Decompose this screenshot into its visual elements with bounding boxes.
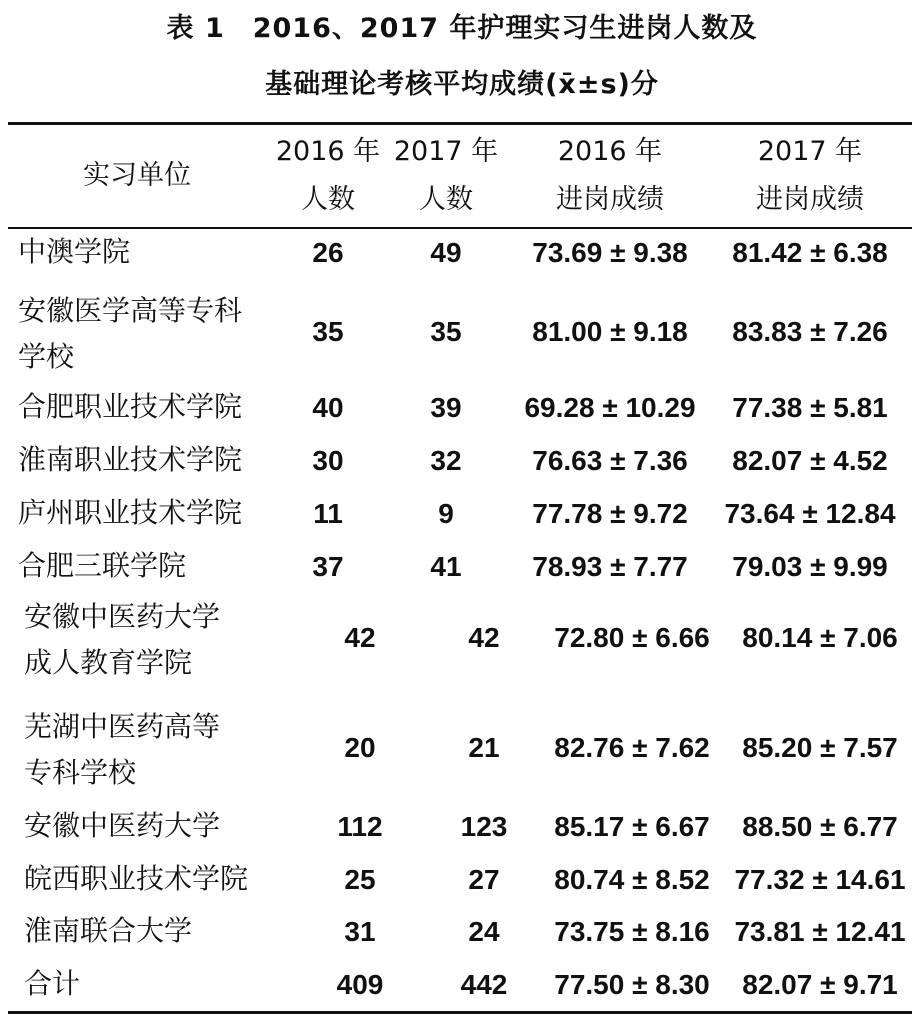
header-2016-count: 2016 年 人数 [275,136,381,215]
count-2016-cell: 26 [312,237,344,268]
unit-name-cell: 淮南联合大学 [24,914,193,947]
count-2017-cell: 21 [468,732,500,763]
count-2016-cell: 40 [312,392,344,423]
unit-name-cell: 安徽中医药大学 成人教育学院 [24,600,221,679]
unit-name-cell: 合计 [24,967,81,1000]
score-2016-cell: 73.69 ± 9.38 [532,237,688,268]
table-title-line-1: 表 1 2016、2017 年护理实习生进岗人数及 [166,13,758,44]
top-rule [8,122,912,125]
score-2016-cell: 76.63 ± 7.36 [532,445,688,476]
score-2016-cell: 77.50 ± 8.30 [554,969,710,1000]
count-2017-cell: 123 [460,811,508,842]
count-2017-cell: 35 [430,316,462,347]
unit-name-cell: 安徽医学高等专科 学校 [18,294,243,373]
unit-name-cell: 淮南职业技术学院 [18,443,243,476]
header-2017-count: 2017 年 人数 [393,136,499,215]
score-2016-cell: 81.00 ± 9.18 [532,316,688,347]
count-2016-cell: 31 [344,916,376,947]
count-2016-cell: 11 [313,498,343,529]
count-2016-cell: 42 [344,622,376,653]
header-2017-score: 2017 年 进岗成绩 [756,136,864,215]
count-2017-cell: 49 [430,237,462,268]
count-2017-cell: 39 [430,392,462,423]
score-2017-cell: 73.64 ± 12.84 [724,498,896,529]
score-2016-cell: 69.28 ± 10.29 [524,392,696,423]
unit-name-cell: 庐州职业技术学院 [18,496,243,529]
score-2017-cell: 82.07 ± 9.71 [742,969,898,1000]
score-2017-cell: 85.20 ± 7.57 [742,732,898,763]
score-2016-cell: 73.75 ± 8.16 [554,916,710,947]
count-2017-cell: 27 [468,864,500,895]
score-2017-cell: 83.83 ± 7.26 [732,316,888,347]
unit-name-cell: 皖西职业技术学院 [24,862,249,895]
score-2017-cell: 73.81 ± 12.41 [734,916,906,947]
bottom-rule [8,1011,912,1014]
count-2017-cell: 42 [468,622,500,653]
score-2017-cell: 77.32 ± 14.61 [734,864,906,895]
score-2016-cell: 72.80 ± 6.66 [554,622,710,653]
score-2016-cell: 77.78 ± 9.72 [532,498,688,529]
count-2017-cell: 442 [460,969,508,1000]
header-rule [8,227,912,229]
score-2017-cell: 81.42 ± 6.38 [732,237,888,268]
score-2017-cell: 80.14 ± 7.06 [742,622,898,653]
unit-name-cell: 芜湖中医药高等 专科学校 [24,710,221,789]
unit-name-cell: 合肥三联学院 [18,549,187,582]
count-2016-cell: 37 [312,551,344,582]
count-2017-cell: 41 [430,551,462,582]
header-unit: 实习单位 [83,160,191,191]
count-2016-cell: 35 [312,316,344,347]
unit-name-cell: 中澳学院 [18,235,131,268]
score-2016-cell: 82.76 ± 7.62 [554,732,710,763]
score-2017-cell: 77.38 ± 5.81 [732,392,888,423]
count-2016-cell: 25 [344,864,376,895]
score-2016-cell: 85.17 ± 6.67 [554,811,710,842]
count-2016-cell: 30 [312,445,344,476]
unit-name-cell: 安徽中医药大学 [24,809,221,842]
count-2016-cell: 20 [344,732,376,763]
table-title-line-2: 基础理论考核平均成绩(x̄±s)分 [265,69,659,100]
count-2017-cell: 24 [468,916,500,947]
count-2017-cell: 32 [430,445,462,476]
count-2016-cell: 409 [336,969,384,1000]
count-2017-cell: 9 [438,498,454,529]
header-2016-score: 2016 年 进岗成绩 [556,136,664,215]
score-2016-cell: 78.93 ± 7.77 [532,551,688,582]
score-2017-cell: 88.50 ± 6.77 [742,811,898,842]
score-2017-cell: 82.07 ± 4.52 [732,445,888,476]
score-2016-cell: 80.74 ± 8.52 [554,864,710,895]
count-2016-cell: 112 [337,811,383,842]
unit-name-cell: 合肥职业技术学院 [18,390,243,423]
score-2017-cell: 79.03 ± 9.99 [732,551,888,582]
